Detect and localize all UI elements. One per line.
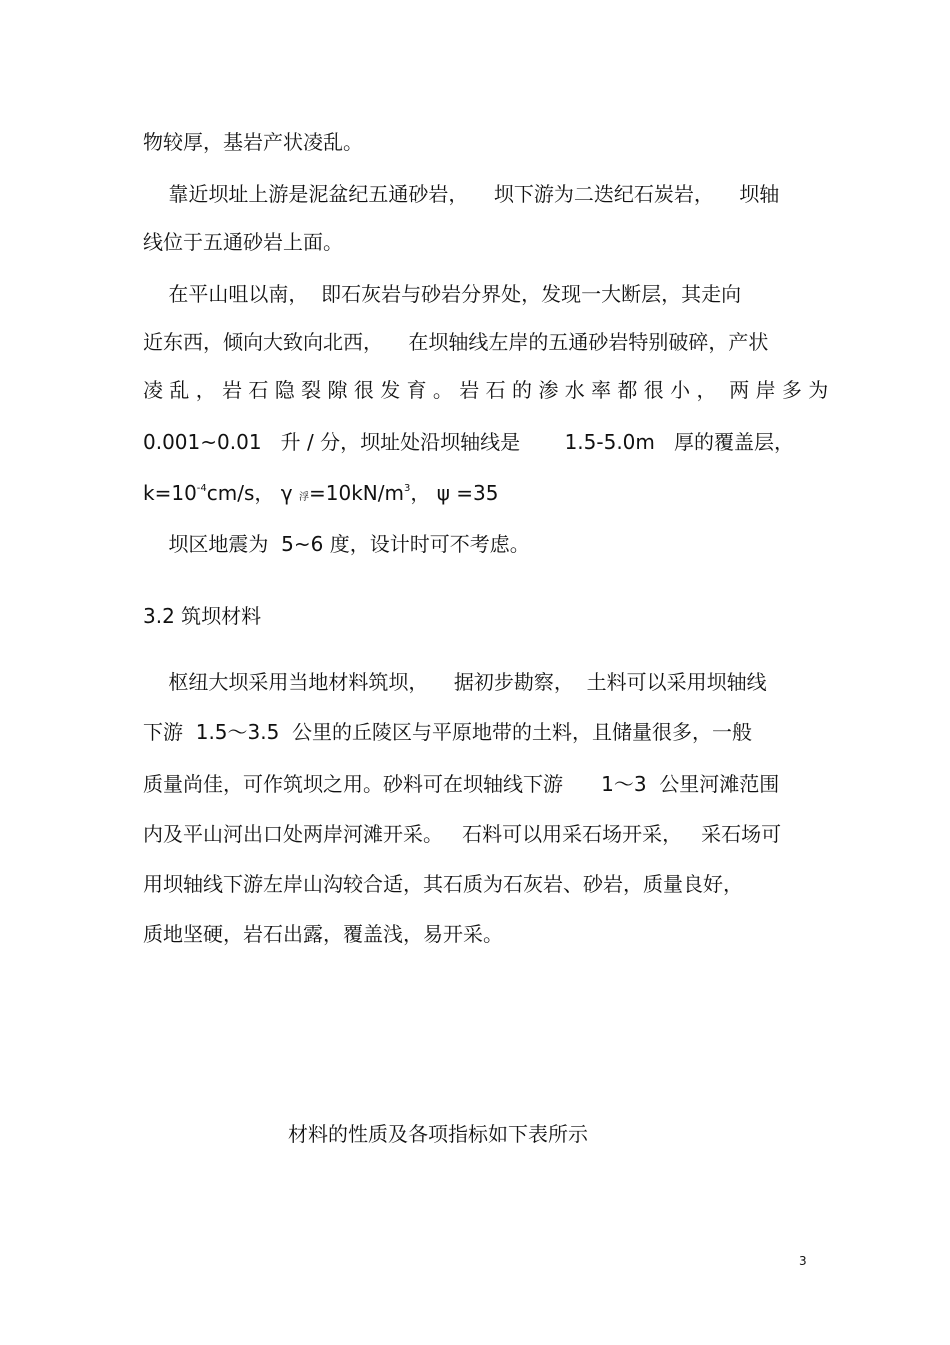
section-line: 下游 1.5～3.5 公里的丘陵区与平原地带的土料，且储量很多，一般 <box>143 720 753 744</box>
gamma-symbol: γ <box>274 481 299 505</box>
formula-line <box>143 479 498 512</box>
k-exponent: -4 <box>196 483 207 494</box>
paragraph-line: 物较厚，基岩产状凌乱。 <box>143 130 363 154</box>
section-line: 质地坚硬，岩石出露，覆盖浅，易开采。 <box>143 922 503 946</box>
paragraph-line: 靠近坝址上游是泥盆纪五通砂岩， 坝下游为二迭纪石炭岩， 坝轴 <box>143 182 780 206</box>
paragraph-line: 近东西，倾向大致向北西， 在坝轴线左岸的五通砂岩特别破碎，产状 <box>143 330 769 354</box>
paragraph-line: 坝区地震为 5~6 度，设计时可不考虑。 <box>143 532 530 556</box>
section-line: 质量尚佳，可作筑坝之用。砂料可在坝轴线下游 1～3 公里河滩范围 <box>143 772 780 796</box>
gamma-tail: ， <box>410 481 431 505</box>
gamma-subscript: 浮 <box>298 492 309 503</box>
paragraph-line: 在平山咀以南， 即石灰岩与砂岩分界处，发现一大断层，其走向 <box>143 282 742 306</box>
gamma-exponent: 3 <box>403 483 411 494</box>
k-prefix: k=10 <box>143 481 197 505</box>
page-number: 3 <box>799 1254 807 1268</box>
paragraph-line: 凌 乱 ， 岩 石 隐 裂 隙 很 发 育 。 岩 石 的 渗 水 率 都 很 小 ， 两 岸 多 为 <box>143 378 829 402</box>
section-line: 内及平山河出口处两岸河滩开采。 石料可以用采石场开采， 采石场可 <box>143 822 782 846</box>
paragraph-line: 0.001~0.01 升 / 分，坝址处沿坝轴线是 1.5-5.0m 厚的覆盖层， <box>143 430 794 454</box>
section-heading: 3.2 筑坝材料 <box>143 604 262 628</box>
paragraph-line: 线位于五通砂岩上面。 <box>143 230 343 254</box>
gamma-value: =10kN/m <box>308 481 404 505</box>
psi-value: ψ =35 <box>430 481 499 505</box>
section-line: 枢纽大坝采用当地材料筑坝， 据初步勘察， 土料可以采用坝轴线 <box>143 670 767 694</box>
k-unit: cm/s， <box>206 481 275 505</box>
table-caption: 材料的性质及各项指标如下表所示 <box>288 1122 588 1146</box>
section-line: 用坝轴线下游左岸山沟较合适，其石质为石灰岩、砂岩，质量良好， <box>143 872 743 896</box>
